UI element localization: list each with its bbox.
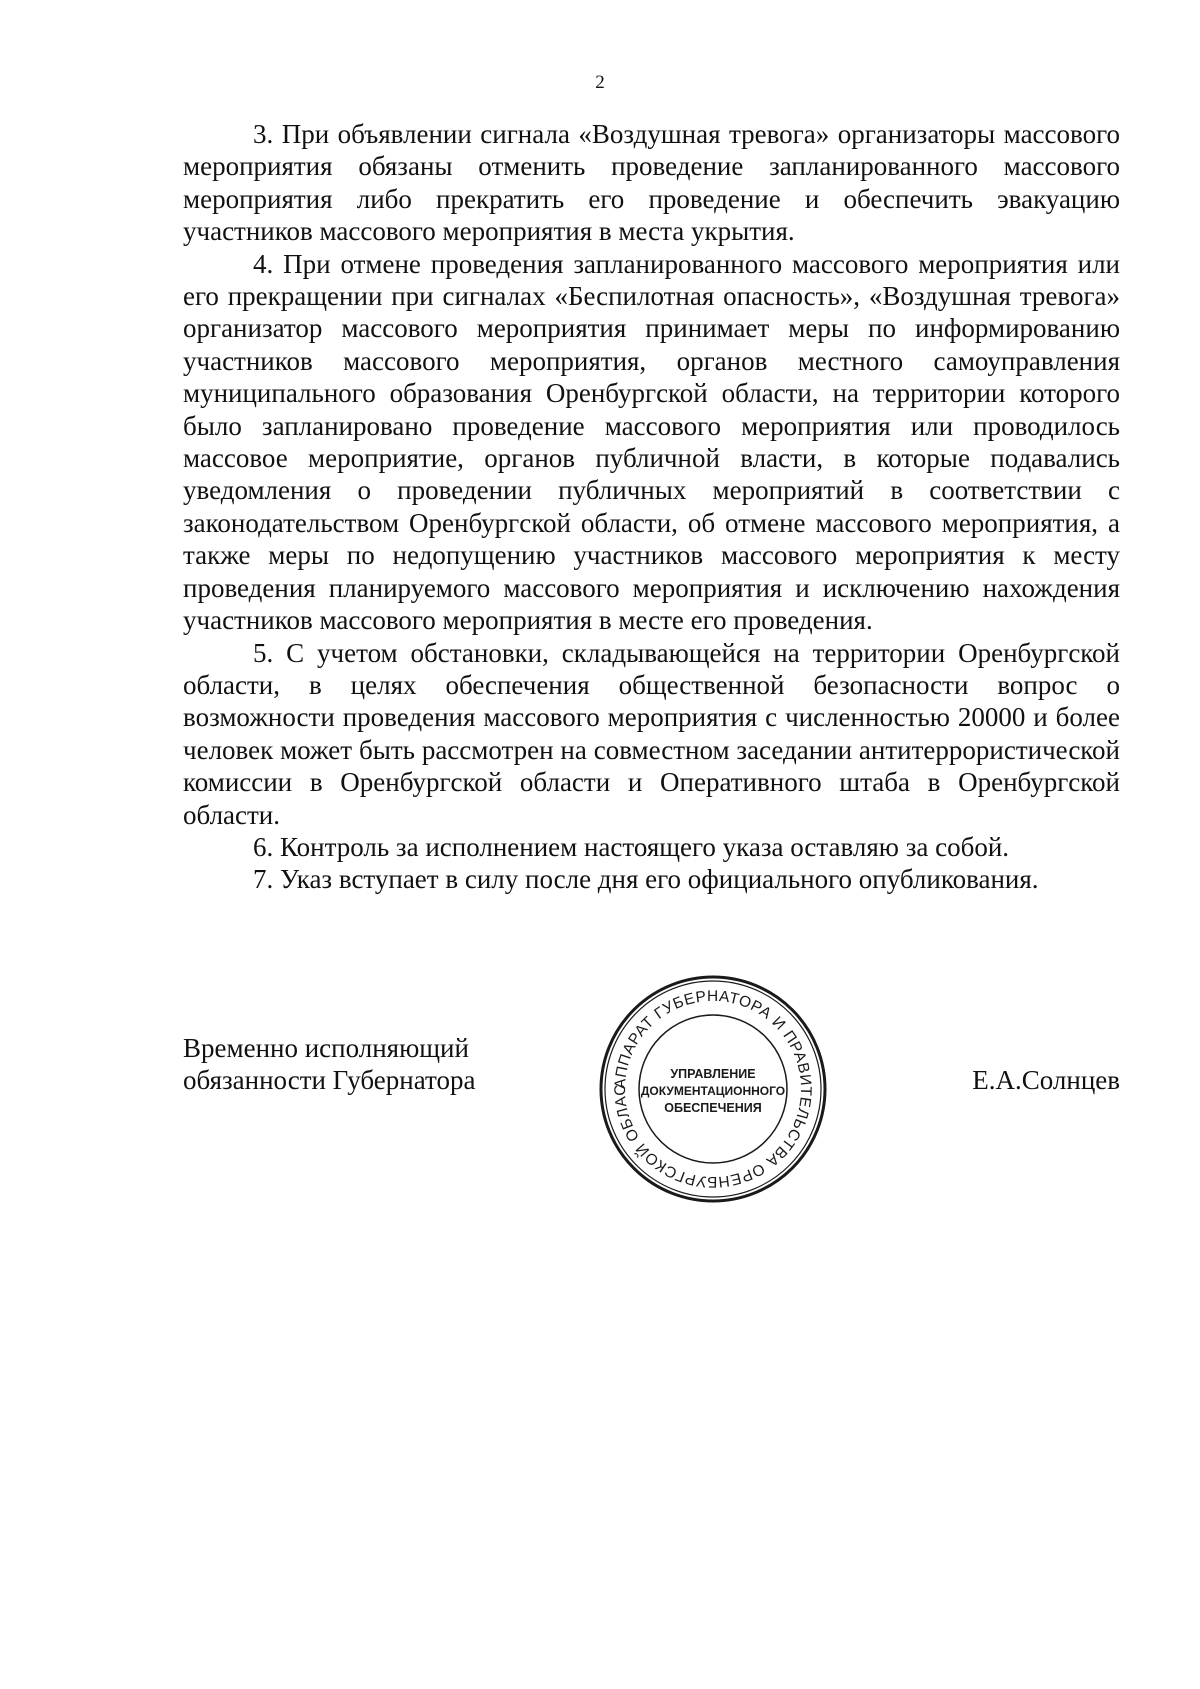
official-seal-graphic bbox=[597, 973, 829, 1205]
paragraph-3: 3. При объявлении сигнала «Воздушная тревога» организаторы массового мероприятия обязаны отменить проведение запланированного массового мероприятия либо прекратить его проведение и обеспечить эвакуацию участников массового мероприятия в места укрытия. bbox=[183, 119, 1120, 247]
seal-center-line-3: ОБЕСПЕЧЕНИЯ bbox=[664, 1101, 762, 1115]
signatory-name: Е.А.Солнцев bbox=[972, 1065, 1120, 1095]
seal-center-line-2: ДОКУМЕНТАЦИОННОГО bbox=[640, 1084, 786, 1098]
paragraph-4: 4. При отмене проведения запланированного массового мероприятия или его прекращении при сигналах «Беспилотная опасность», «Воздушная тревога» организатор массового мероприятия принимает меры по информированию участников массового мероприятия, органов местного самоуправления муниципального образования Оренбургской области, на территории которого было запланировано проведение массового мероприятия или проводилось массовое мероприятие, органов публичной власти, в которые подавались уведомления о проведении публичных мероприятий в соответствии с законодательством Оренбургской области, об отмене массового мероприятия, а также меры по недопущению участников массового мероприятия к месту проведения планируемого массового мероприятия и исключению нахождения участников массового мероприятия в месте его проведения. bbox=[183, 248, 1120, 636]
signatory-position-line-1: Временно исполняющий bbox=[183, 1033, 469, 1063]
document-body bbox=[183, 118, 1120, 896]
seal-center-line-1: УПРАВЛЕНИЕ bbox=[670, 1067, 756, 1081]
paragraph-6: 6. Контроль за исполнением настоящего указа оставляю за собой. bbox=[253, 831, 1010, 862]
paragraph-5: 5. С учетом обстановки, складывающейся на территории Оренбургской области, в целях обеспечения общественной безопасности вопрос о возможности проведения массового мероприятия с численностью 20000 и более человек может быть рассмотрен на совместном заседании антитеррористической комиссии в Оренбургской области и Оперативного штаба в Оренбургской области. bbox=[183, 637, 1120, 830]
signatory-position-line-2: обязанности Губернатора bbox=[183, 1065, 476, 1096]
paragraph-7: 7. Указ вступает в силу после дня его официального опубликования. bbox=[253, 864, 1039, 895]
seal-ring-text: АППАРАТ ГУБЕРНАТОРА И ПРАВИТЕЛЬСТВА ОРЕНБУРГСКОЙ ОБЛАС bbox=[611, 987, 815, 1191]
page-number: 2 bbox=[595, 72, 605, 93]
signatory-position bbox=[183, 1032, 475, 1097]
official-seal bbox=[597, 973, 829, 1205]
